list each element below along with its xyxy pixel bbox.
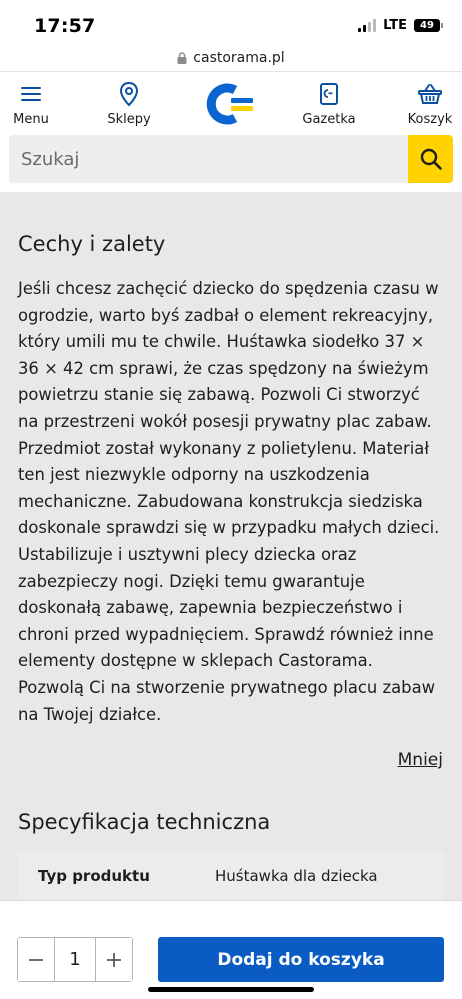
network-type: LTE bbox=[383, 18, 407, 33]
show-less-link[interactable]: Mniej bbox=[397, 750, 443, 770]
nav-menu[interactable] bbox=[0, 80, 66, 127]
nav-label-leaflet: Gazetka bbox=[302, 112, 356, 127]
product-details bbox=[0, 192, 462, 900]
add-to-cart-button[interactable]: Dodaj do koszyka bbox=[158, 937, 444, 982]
search-button[interactable] bbox=[408, 135, 453, 183]
increase-quantity-button[interactable] bbox=[96, 938, 132, 981]
battery-level: 49 bbox=[420, 20, 434, 31]
spec-row bbox=[18, 852, 444, 900]
plus-icon bbox=[106, 952, 122, 968]
spec-table bbox=[18, 852, 444, 900]
quantity-stepper bbox=[17, 937, 133, 982]
status-time: 17:57 bbox=[34, 15, 96, 37]
url-text: castorama.pl bbox=[193, 49, 285, 66]
spec-key: Typ produktu bbox=[38, 867, 150, 885]
site-header bbox=[0, 72, 462, 134]
home-indicator bbox=[148, 987, 314, 992]
status-bar bbox=[0, 0, 462, 44]
search-input[interactable] bbox=[9, 135, 409, 183]
decrease-quantity-button[interactable] bbox=[18, 938, 54, 981]
leaflet-icon bbox=[319, 82, 339, 106]
features-description: Jeśli chcesz zachęcić dziecko do spędzenia czasu w ogrodzie, warto byś zadbał o element rekreacyjny, który umili mu te chwile. Huśtawka siodełko 37 × 36 × 42 cm sprawi, że czas spędzony na świeżym powietrzu stanie się zabawą. Pozwoli Ci stworzyć na przestrzeni wokół posesji prywatny plac zabaw. Przedmiot został wykonany z polietylenu. Materiał ten jest niezwykle odporny na uszkodzenia mechaniczne. Zabudowana konstrukcja siedziska doskonale sprawdzi się w przypadku małych dzieci. Ustabilizuje i usztywni plecy dziecka oraz zabezpieczy nogi. Dzięki temu gwarantuje doskonałą zabawę, zapewnia bezpieczeństwo i chroni przed wypadnięciem. Sprawdź również inne elementy dostępne w sklepach Castorama. Pozwolą Ci na stworzenie prywatnego placu zabaw na Twojej działce. bbox=[18, 279, 440, 724]
features-title: Cechy i zalety bbox=[18, 232, 166, 256]
map-pin-icon bbox=[118, 81, 140, 107]
spec-title: Specyfikacja techniczna bbox=[18, 810, 271, 834]
url-bar[interactable] bbox=[0, 44, 462, 72]
castorama-logo[interactable] bbox=[201, 78, 257, 130]
nav-label-cart: Koszyk bbox=[407, 112, 453, 127]
basket-icon bbox=[417, 82, 443, 106]
search-icon bbox=[419, 147, 443, 171]
castorama-logo-mark bbox=[201, 78, 257, 130]
quantity-value[interactable]: 1 bbox=[54, 938, 95, 981]
cart-bar bbox=[0, 900, 462, 999]
signal-icon bbox=[358, 19, 376, 32]
minus-icon bbox=[28, 952, 44, 968]
status-indicators bbox=[358, 18, 440, 33]
spec-value: Huśtawka dla dziecka bbox=[215, 867, 378, 885]
battery-icon bbox=[414, 19, 440, 32]
nav-leaflet[interactable] bbox=[294, 80, 364, 127]
nav-label-stores: Sklepy bbox=[107, 112, 151, 127]
search-bar bbox=[0, 134, 462, 192]
nav-label-menu: Menu bbox=[13, 112, 49, 127]
nav-stores[interactable] bbox=[94, 80, 164, 127]
lock-icon bbox=[177, 52, 187, 64]
hamburger-icon bbox=[19, 84, 43, 104]
nav-cart[interactable] bbox=[395, 80, 462, 127]
